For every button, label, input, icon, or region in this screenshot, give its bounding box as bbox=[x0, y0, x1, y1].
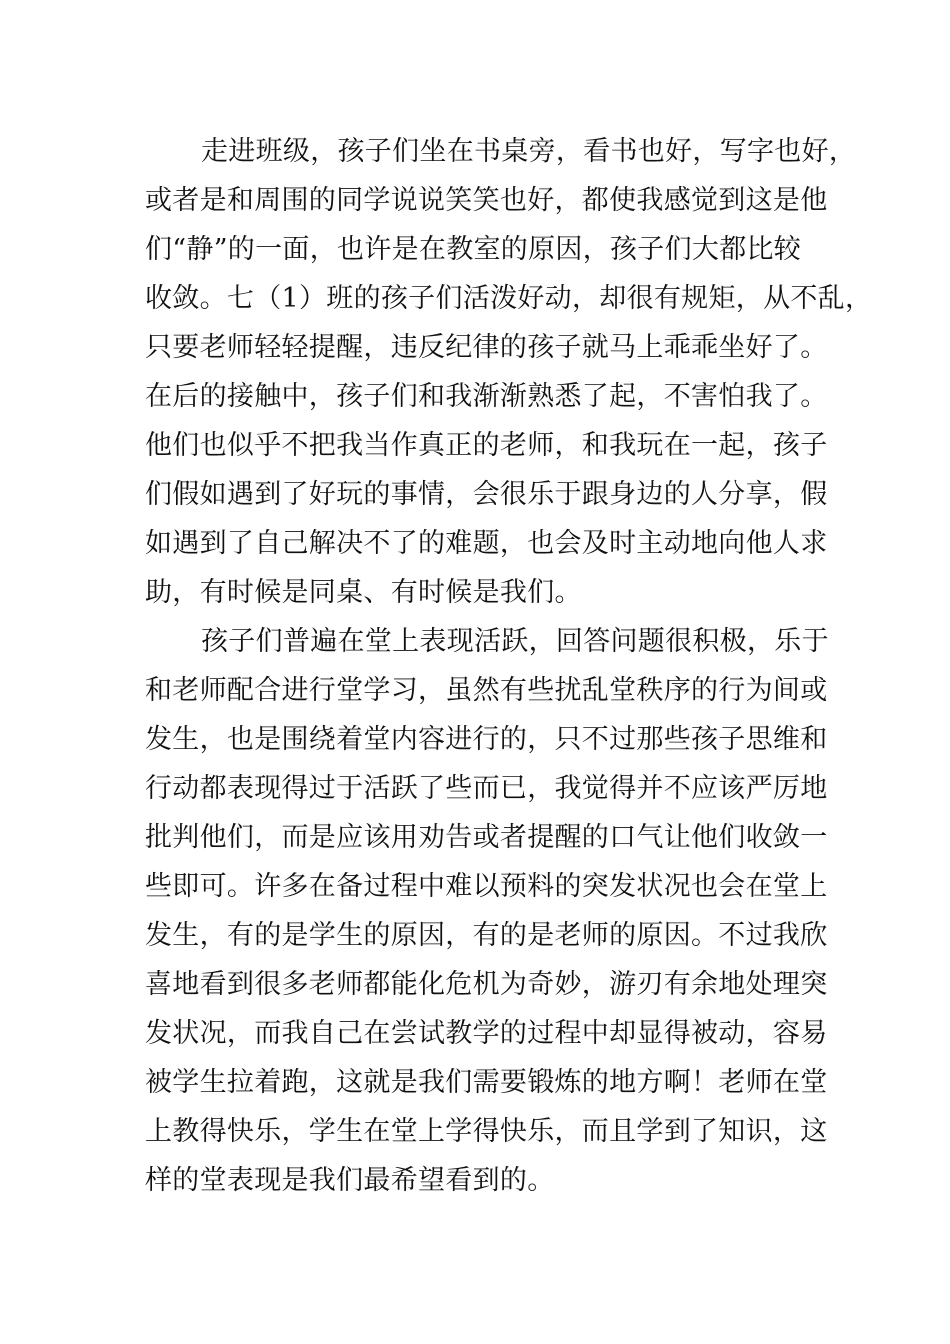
text-line: 在后的接触中，孩子们和我渐渐熟悉了起，不害怕我了。 bbox=[145, 381, 828, 412]
text-line: 批判他们，而是应该用劝告或者提醒的口气让他们收敛一 bbox=[145, 822, 828, 853]
text-line: 喜地看到很多老师都能化危机为奇妙，游刃有余地处理突 bbox=[145, 969, 828, 1000]
text-line: 孩子们普遍在堂上表现活跃，回答问题很积极，乐于 bbox=[201, 626, 829, 657]
text-line: 走进班级，孩子们坐在书桌旁，看书也好，写字也好， bbox=[201, 136, 857, 167]
text-line: 和老师配合进行堂学习，虽然有些扰乱堂秩序的行为间或 bbox=[145, 675, 828, 706]
text-line: 发生，有的是学生的原因，有的是老师的原因。不过我欣 bbox=[145, 920, 828, 951]
text-line: 收敛。七（1）班的孩子们活泼好动，却很有规矩，从不乱， bbox=[145, 283, 873, 314]
text-line: 发生，也是围绕着堂内容进行的，只不过那些孩子思维和 bbox=[145, 724, 828, 755]
document-body bbox=[145, 127, 873, 1205]
text-line: 助，有时候是同桌、有时候是我们。 bbox=[145, 577, 582, 608]
text-line: 他们也似乎不把我当作真正的老师，和我玩在一起，孩子 bbox=[145, 430, 828, 461]
text-line: 行动都表现得过于活跃了些而已，我觉得并不应该严厉地 bbox=[145, 773, 828, 804]
text-line: 们“静”的一面，也许是在教室的原因，孩子们大都比较 bbox=[145, 234, 802, 265]
text-line: 上教得快乐，学生在堂上学得快乐，而且学到了知识，这 bbox=[145, 1116, 828, 1147]
text-line: 们假如遇到了好玩的事情，会很乐于跟身边的人分享，假 bbox=[145, 479, 828, 510]
text-line: 如遇到了自己解决不了的难题，也会及时主动地向他人求 bbox=[145, 528, 828, 559]
paragraph-1 bbox=[145, 127, 873, 617]
text-line: 发状况，而我自己在尝试教学的过程中却显得被动，容易 bbox=[145, 1018, 828, 1049]
text-line: 些即可。许多在备过程中难以预料的突发状况也会在堂上 bbox=[145, 871, 828, 902]
text-line: 或者是和周围的同学说说笑笑也好，都使我感觉到这是他 bbox=[145, 185, 828, 216]
text-line: 只要老师轻轻提醒，违反纪律的孩子就马上乖乖坐好了。 bbox=[145, 332, 828, 363]
text-line: 样的堂表现是我们最希望看到的。 bbox=[145, 1165, 555, 1196]
text-line: 被学生拉着跑，这就是我们需要锻炼的地方啊！老师在堂 bbox=[145, 1067, 828, 1098]
paragraph-2 bbox=[145, 617, 835, 1205]
